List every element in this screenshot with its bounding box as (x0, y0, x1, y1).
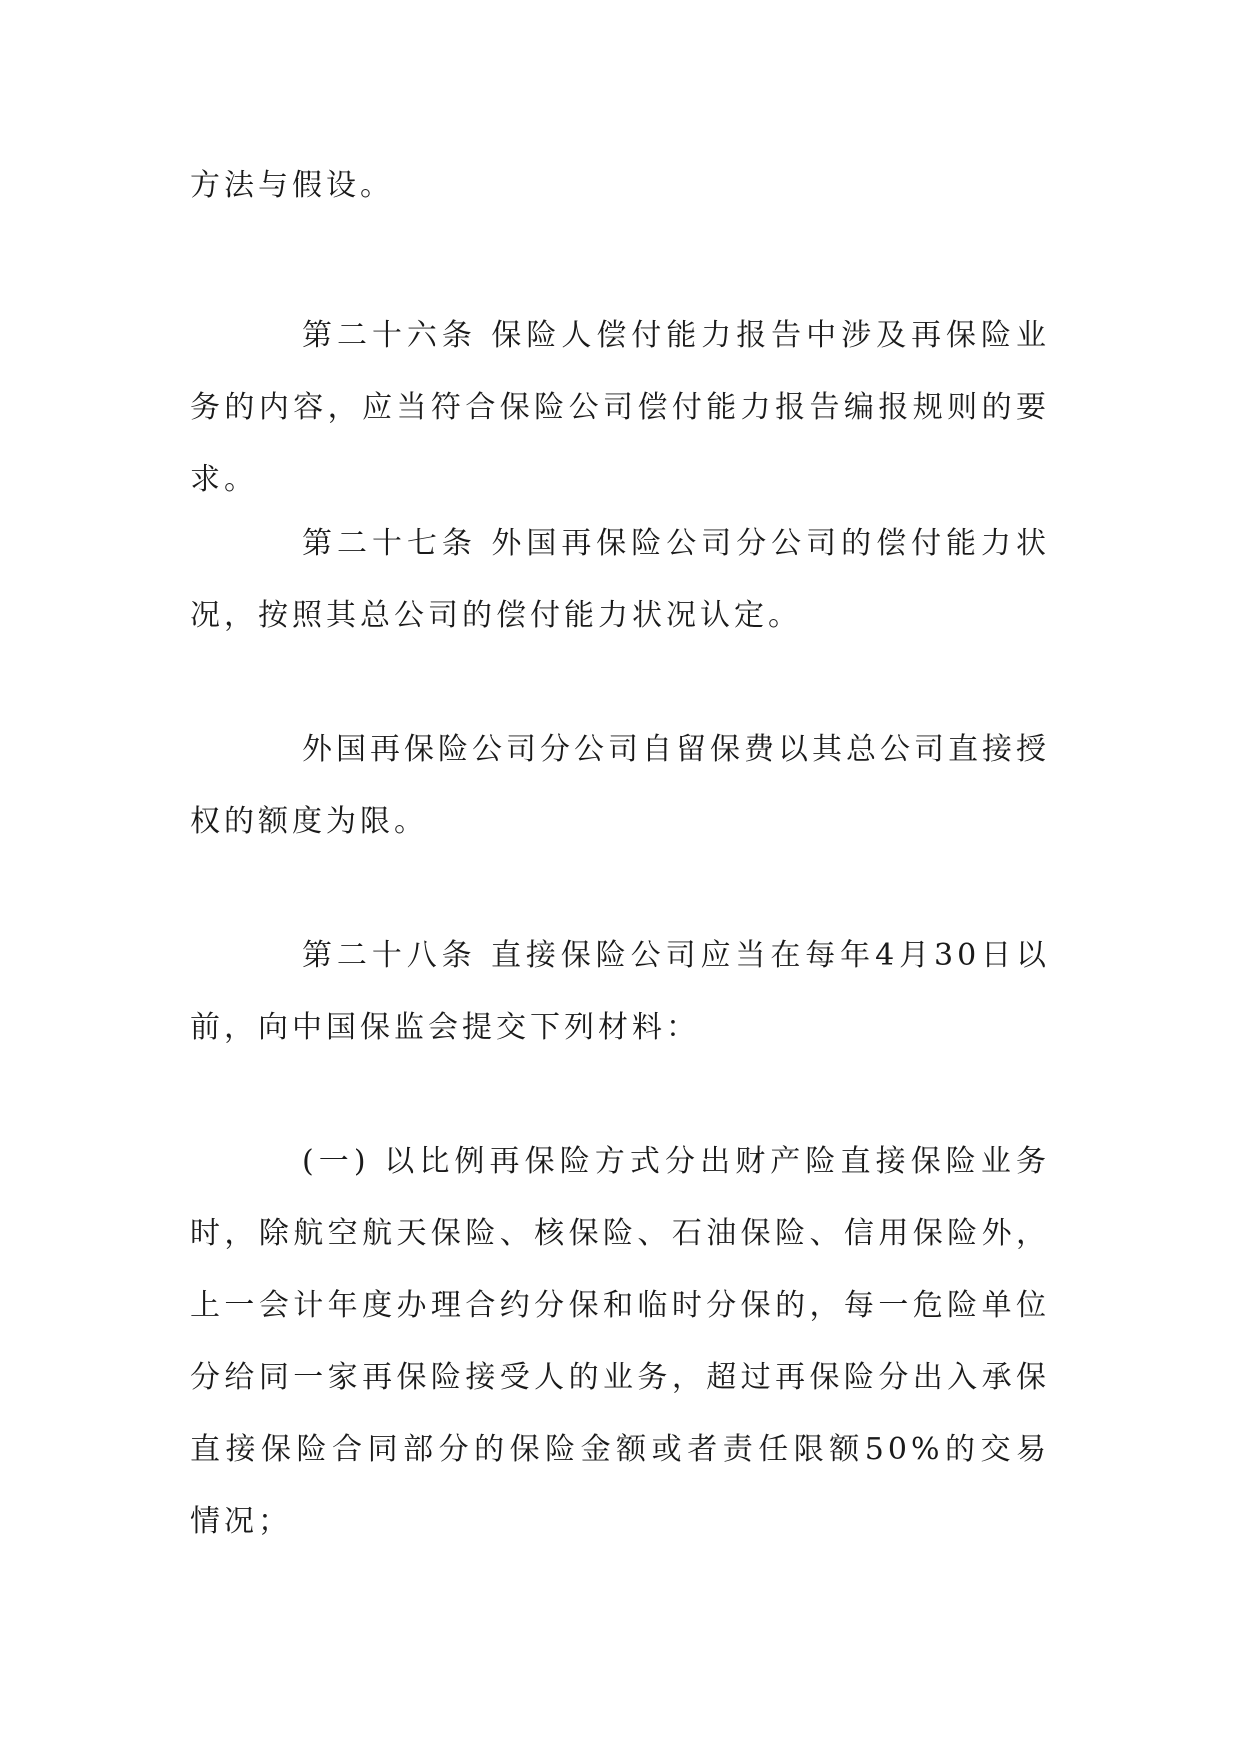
article-27: 第二十七条 外国再保险公司分公司的偿付能力状况，按照其总公司的偿付能力状况认定。 (190, 526, 1050, 633)
article-28-item-1: (一) 以比例再保险方式分出财产险直接保险业务时，除航空航天保险、核保险、石油保险、信用保险外，上一会计年度办理合约分保和临时分保的，每一危险单位分给同一家再保险接受人的业务，超过再保险分出入承保直接保险合同部分的保险金额或者责任限额50%的交易情况； (190, 1144, 1050, 1539)
article-26: 第二十六条 保险人偿付能力报告中涉及再保险业务的内容，应当符合保险公司偿付能力报告编报规则的要求。 (190, 318, 1050, 497)
article-28: 第二十八条 直接保险公司应当在每年4月30日以前，向中国保监会提交下列材料： (190, 938, 1050, 1045)
article-27-paragraph-2: 外国再保险公司分公司自留保费以其总公司直接授权的额度为限。 (190, 732, 1050, 839)
paragraph-continuation: 方法与假设。 (190, 168, 394, 203)
